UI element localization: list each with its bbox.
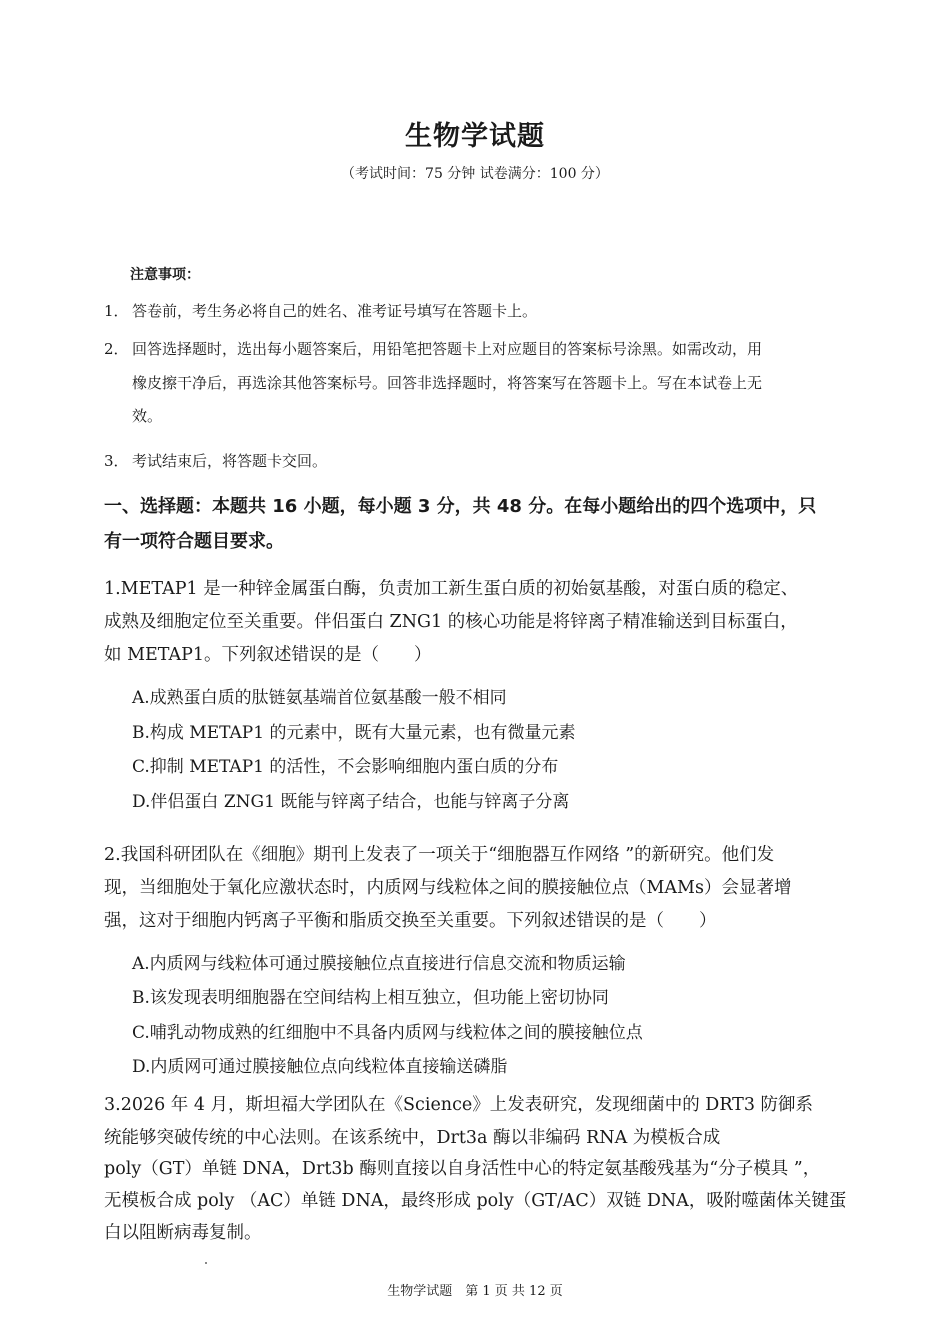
notice-num: 1． [104,302,129,320]
notice-item-3 [104,450,327,471]
question-2-option-c: C.哺乳动物成熟的红细胞中不具备内质网与线粒体之间的膜接触位点 [132,1023,643,1043]
question-3-line: poly（GT）单链 DNA，Drt3b 酶则直接以自身活性中心的特定氨基酸残基为“分子模具 ”， [104,1159,821,1179]
question-2-line: 强，这对于细胞内钙离子平衡和脂质交换至关重要。下列叙述错误的是（ ） [104,911,717,931]
notice-text: 考试结束后，将答题卡交回。 [132,452,328,470]
question-1-option-c: C.抑制 METAP1 的活性，不会影响细胞内蛋白质的分布 [132,757,559,777]
question-1-option-b: B.构成 METAP1 的元素中，既有大量元素，也有微量元素 [132,723,576,743]
print-speck [205,1262,207,1264]
section-heading: 一、选择题：本题共 16 小题，每小题 3 分，共 48 分。在每小题给出的四个选项中，只 [104,496,817,517]
question-3-line: 白以阻断病毒复制。 [104,1223,262,1243]
question-1-line: 成熟及细胞定位至关重要。伴侣蛋白 ZNG1 的核心功能是将锌离子精准输送到目标蛋白， [104,612,798,632]
question-2-option-d: D.内质网可通过膜接触位点向线粒体直接输送磷脂 [132,1057,508,1077]
question-2-option-b: B.该发现表明细胞器在空间结构上相互独立，但功能上密切协同 [132,988,609,1008]
notice-text-cont: 橡皮擦干净后，再选涂其他答案标号。回答非选择题时，将答案写在答题卡上。写在本试卷上无 [132,374,763,392]
notice-item-2 [104,338,762,359]
notice-num: 2． [104,340,129,358]
notice-text: 答卷前，考生务必将自己的姓名、准考证号填写在答题卡上。 [132,302,538,320]
page-footer: 生物学试题 第 1 页 共 12 页 [387,1284,563,1299]
notice-heading: 注意事项： [130,267,200,283]
question-3-line: 无模板合成 poly （AC）单链 DNA，最终形成 poly（GT/AC）双链 DNA，吸附噬菌体关键蛋 [104,1191,847,1211]
exam-info: （考试时间：75 分钟 试卷满分：100 分） [341,166,609,182]
question-2-option-a: A.内质网与线粒体可通过膜接触位点直接进行信息交流和物质运输 [132,954,626,974]
notice-text-cont: 效。 [132,407,163,425]
notice-text: 回答选择题时，选出每小题答案后，用铅笔把答题卡上对应题目的答案标号涂黑。如需改动，用 [132,340,763,358]
question-1-option-a: A.成熟蛋白质的肽链氨基端首位氨基酸一般不相同 [132,688,507,708]
notice-num: 3． [104,452,129,470]
notice-item-1 [104,300,537,321]
page-title: 生物学试题 [405,121,545,152]
question-3-line: 统能够突破传统的中心法则。在该系统中，Drt3a 酶以非编码 RNA 为模板合成 [104,1128,721,1148]
question-3-line: 3.2026 年 4 月，斯坦福大学团队在《Science》上发表研究，发现细菌中的 DRT3 防御系 [104,1095,814,1115]
question-1-line: 1.METAP1 是一种锌金属蛋白酶，负责加工新生蛋白质的初始氨基酸，对蛋白质的稳定、 [104,579,799,599]
question-2-line: 2.我国科研团队在《细胞》期刊上发表了一项关于“细胞器互作网络 ”的新研究。他们发 [104,845,775,865]
question-1-line: 如 METAP1。下列叙述错误的是（ ） [104,645,432,665]
question-2-line: 现，当细胞处于氧化应激状态时，内质网与线粒体之间的膜接触位点（MAMs）会显著增 [104,878,792,898]
question-1-option-d: D.伴侣蛋白 ZNG1 既能与锌离子结合，也能与锌离子分离 [132,792,570,812]
section-heading-cont: 有一项符合题目要求。 [104,531,284,552]
